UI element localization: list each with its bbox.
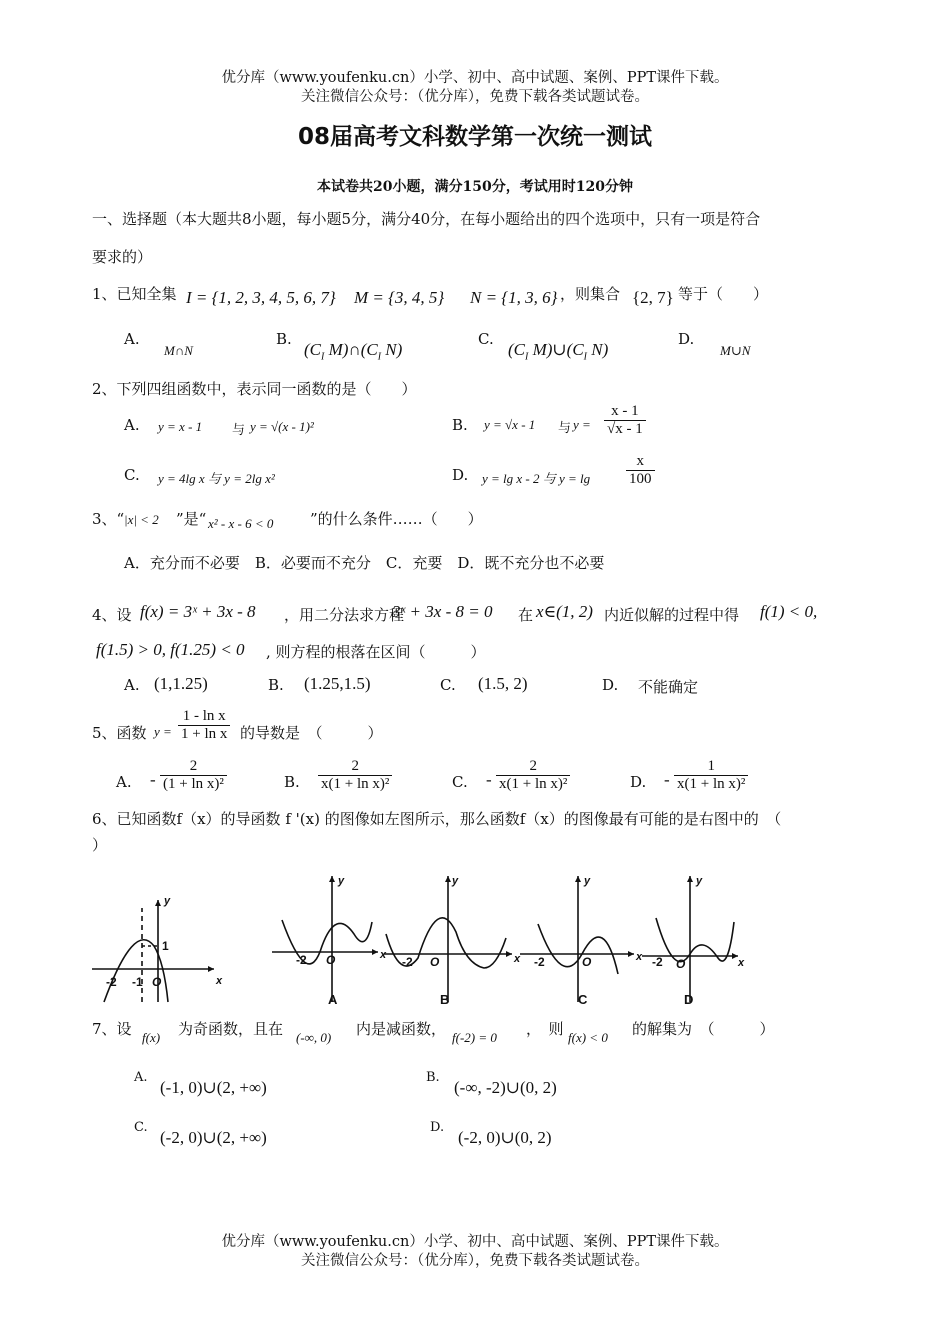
gc-x: x (636, 951, 643, 963)
g0-tick-neg2: -2 (106, 975, 117, 989)
q1-opt-a-label: A. (124, 330, 140, 348)
q1-opt-d-label: D. (678, 330, 695, 348)
q5-a-den: (1 + ln x)² (163, 776, 224, 792)
q4-line2-text: , 则方程的根落在区间（ ） (266, 643, 486, 661)
g0-y: y (164, 895, 171, 907)
q3-cond1: |x| < 2 (124, 512, 159, 527)
q7-fx: f(x) (142, 1030, 161, 1045)
g0-x: x (216, 975, 223, 987)
q2-c-label: C. (124, 466, 140, 484)
q4-f1: f(1) < 0, (760, 602, 818, 621)
q4-b: (1.25,1.5) (304, 674, 371, 693)
q5-lhs: y = (154, 724, 172, 739)
q5-a-minus: - (150, 770, 156, 789)
header-line-2: 关注微信公众号：（优分库），免费下载各类试题试卷。 (301, 89, 649, 105)
q7-a-label: A. (134, 1070, 148, 1085)
q5-c-minus: - (486, 770, 492, 789)
q1-opt-b-label: B. (276, 330, 292, 348)
q5-a-frac (160, 758, 227, 793)
q3-options: A．充分而不必要 B．必要而不充分 C．充要 D．既不充分也不必要 (124, 554, 605, 572)
q1-opt-b: ($C_I$ $M)\cap(C_I$ N) (304, 340, 403, 363)
page-title: 08届高考文科数学第一次统一测试 (297, 124, 652, 150)
q7-interval: (-∞, 0) (296, 1030, 332, 1045)
q3-suffix: ”的什么条件……（ ） (310, 510, 483, 528)
q7-b-label: B. (426, 1070, 440, 1085)
q1-prefix: 1、已知全集 (92, 285, 177, 303)
ga-tick: -2 (296, 953, 307, 967)
q2-b-den: √x - 1 (607, 421, 643, 437)
q5-d-den: x(1 + ln x)² (677, 776, 746, 792)
q7-cond: f(-2) = 0 (452, 1030, 497, 1045)
q2-b-label: B. (452, 416, 468, 434)
header-line-1: 优分库（www.youfenku.cn）小学、初中、高中试题、案例、PPT课件下载。 (221, 70, 729, 86)
q5-b-num: 2 (318, 758, 392, 776)
footer-line-2: 关注微信公众号：（优分库），免费下载各类试题试卷。 (301, 1253, 649, 1269)
q4-text2: 在 (518, 606, 534, 624)
q4-values: f(1.5) > 0, f(1.25) < 0 (96, 640, 245, 659)
q4-prefix: 4、设 (92, 606, 132, 624)
q2-a-label: A. (124, 416, 140, 434)
q2-stem: 2、下列四组函数中，表示同一函数的是（ ） (92, 380, 417, 398)
q7-suffix: 的解集为 （ ） (632, 1020, 775, 1038)
g0-tick-1: 1 (162, 939, 169, 953)
q1-opt-d: M∪N (720, 343, 751, 358)
q7-mid2: 内是减函数， (356, 1020, 447, 1038)
q5-suffix: 的导数是 （ ） (240, 724, 383, 742)
q7-mid1: 为奇函数，且在 (178, 1020, 284, 1038)
q7-ineq: f(x) < 0 (568, 1030, 608, 1045)
q2-d-expr: y = lg x - 2 与 y = lg (482, 471, 591, 486)
q1-opt-a: M∩N (164, 343, 193, 358)
ga-x: x (380, 949, 387, 961)
q1-set-n: N = {1, 3, 6} (470, 288, 558, 307)
q4-c-label: C. (440, 676, 456, 694)
q4-text3: 内近似解的过程中得 (604, 606, 740, 624)
q2-d-num: x (626, 453, 655, 471)
q4-func: f(x) = 3ˣ + 3x - 8 (140, 602, 256, 621)
q3-cond2: x² - x - 6 < 0 (208, 516, 274, 531)
q5-c-den: x(1 + ln x)² (499, 776, 568, 792)
q5-b-den: x(1 + ln x)² (321, 776, 390, 792)
gc-origin: O (582, 955, 592, 969)
q3-mid: ”是“ (176, 510, 207, 528)
q5-d-label: D. (630, 773, 647, 791)
q6-stem-cont: ） (92, 836, 108, 854)
q4-d-label: D. (602, 676, 619, 694)
q2-b-frac (604, 403, 646, 438)
graph-label-b: B (440, 992, 450, 1007)
footer-line-1: 优分库（www.youfenku.cn）小学、初中、高中试题、案例、PPT课件下载。 (221, 1234, 729, 1250)
q2-d-frac (626, 453, 655, 488)
q1-target: {2, 7} (632, 288, 674, 307)
q6-stem: 6、已知函数f（x）的导函数 f '(x) 的图像如左图所示，那么函数f（x）的图像最有可能的是右图中的 （ (92, 810, 782, 828)
q5-c-frac (496, 758, 570, 793)
q1-set-m: M = {3, 4, 5} (354, 288, 445, 307)
gd-origin: O (676, 957, 686, 971)
graph-label-c: C (578, 992, 588, 1007)
q4-d: 不能确定 (638, 678, 699, 696)
g0-tick-neg1: -1 (132, 975, 143, 989)
q5-a-label: A. (116, 773, 132, 791)
gd-x: x (738, 957, 745, 969)
q1-opt-c: ($C_I$ $M)\cup(C_I$ N) (508, 340, 609, 363)
q2-b-expr1: y = √x - 1 (484, 417, 536, 432)
q2-b-num: x - 1 (604, 403, 646, 421)
q5-d-num: 1 (674, 758, 748, 776)
exam-info: 本试卷共20小题，满分150分，考试用时120分钟 (317, 179, 633, 195)
q5-c-num: 2 (496, 758, 570, 776)
q1-opt-c-label: C. (478, 330, 494, 348)
gd-y: y (696, 875, 703, 887)
q7-d-label: D. (430, 1120, 445, 1135)
q5-a-num: 2 (160, 758, 227, 776)
q2-b-lhs: y = (573, 417, 591, 432)
ga-origin: O (326, 953, 336, 967)
q4-a-label: A. (124, 676, 140, 694)
q2-d-den: 100 (629, 471, 652, 487)
gd-tick: -2 (652, 955, 663, 969)
q5-d-minus: - (664, 770, 670, 789)
q4-text1: ，用二分法求方程 (284, 606, 405, 624)
q5-b-label: B. (284, 773, 300, 791)
g0-origin: O (152, 975, 162, 989)
gb-tick: -2 (402, 955, 413, 969)
graph-label-d: D (684, 992, 694, 1007)
q4-b-label: B. (268, 676, 284, 694)
q7-b: (-∞, -2)∪(0, 2) (454, 1078, 557, 1097)
q2-c-expr: y = 4lg x 与 y = 2lg x² (158, 471, 275, 486)
q4-interval: x∈(1, 2) (536, 602, 593, 621)
q1-suffix: 等于（ ） (678, 285, 769, 303)
gb-y: y (452, 875, 459, 887)
q5-b-frac (318, 758, 392, 793)
q2-b-with: 与 (558, 421, 572, 436)
q5-frac (178, 708, 230, 743)
q4-eq: 3ˣ + 3x - 8 = 0 (392, 602, 493, 621)
ga-y: y (338, 875, 345, 887)
gb-origin: O (430, 955, 440, 969)
graph-label-a: A (328, 992, 338, 1007)
q4-a: (1,1.25) (154, 674, 208, 693)
gb-x: x (514, 953, 521, 965)
q2-a-expr2: y = √(x - 1)² (250, 419, 314, 434)
q3-prefix: 3、“ (92, 510, 125, 528)
q7-prefix: 7、设 (92, 1020, 132, 1038)
q6-graphs (86, 862, 746, 1012)
q7-c-label: C. (134, 1120, 148, 1135)
gc-tick: -2 (534, 955, 545, 969)
q7-c: (-2, 0)∪(2, +∞) (160, 1128, 267, 1147)
q4-c: (1.5, 2) (478, 674, 528, 693)
section-heading: 一、选择题（本大题共8小题，每小题5分，满分40分，在每小题给出的四个选项中，只有一项是符合 (92, 210, 761, 228)
q2-d-label: D. (452, 466, 469, 484)
section-heading-cont: 要求的） (92, 248, 153, 266)
q7-mid3: ， 则 (526, 1020, 564, 1038)
q1-set-i: I = {1, 2, 3, 4, 5, 6, 7} (186, 288, 336, 307)
q5-den: 1 + ln x (181, 726, 228, 742)
q5-d-frac (674, 758, 748, 793)
q5-num: 1 - ln x (178, 708, 230, 726)
q7-a: (-1, 0)∪(2, +∞) (160, 1078, 267, 1097)
q2-a-expr1: y = x - 1 (158, 419, 203, 434)
q2-a-with: 与 (232, 423, 246, 438)
q5-c-label: C. (452, 773, 468, 791)
q7-d: (-2, 0)∪(0, 2) (458, 1128, 552, 1147)
gc-y: y (584, 875, 591, 887)
q5-prefix: 5、函数 (92, 724, 147, 742)
q1-mid: ，则集合 (560, 285, 621, 303)
